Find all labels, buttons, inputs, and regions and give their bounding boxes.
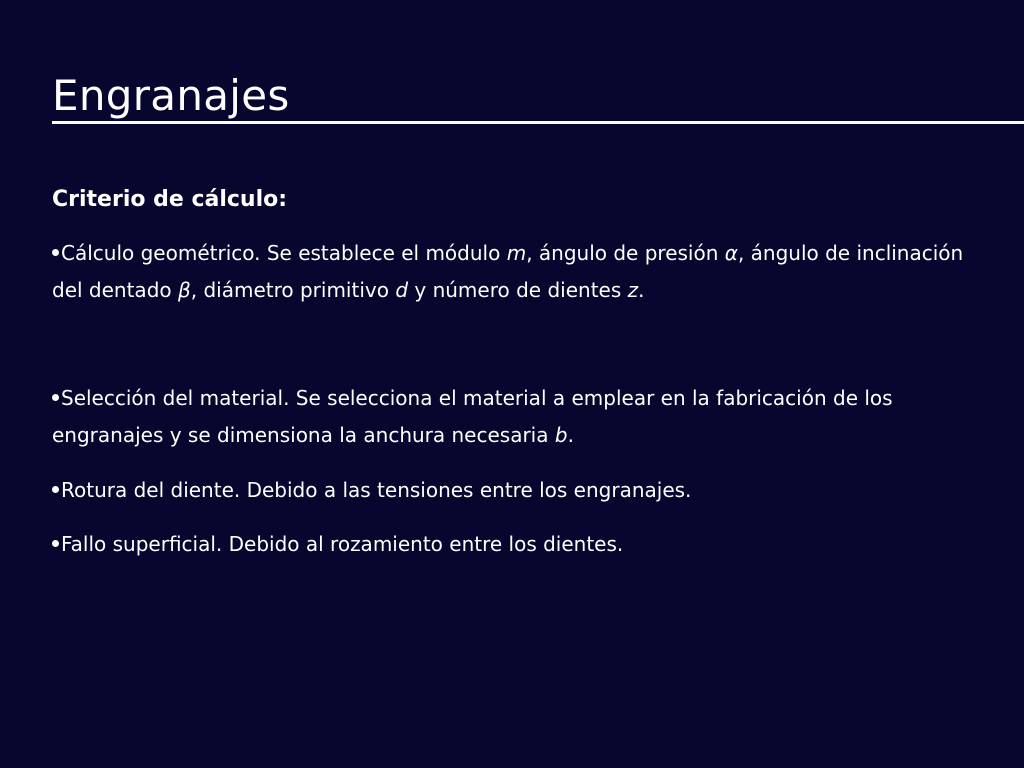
variable-m: m	[506, 241, 527, 265]
variable-z: z	[627, 278, 639, 302]
bullet-dot-icon	[52, 540, 59, 547]
slide-title: Engranajes	[52, 71, 290, 120]
bullet-dot-icon	[52, 486, 59, 493]
bullet-text: .	[638, 278, 645, 302]
bullet-text: Selección del material. Se selecciona el material a emplear en la fabricación de los engranajes y se dimensiona la anchura necesaria	[52, 386, 893, 447]
bullet-text: , ángulo de presión	[526, 241, 725, 265]
bullet-text: , diámetro primitivo	[190, 278, 396, 302]
bullet-text: .	[567, 423, 574, 447]
bullet-item-fallo-superficial	[52, 526, 982, 563]
bullet-dot-icon	[52, 394, 59, 401]
bullet-item-calculo-geometrico	[52, 235, 982, 309]
bullet-item-seleccion-material	[52, 380, 982, 454]
bullet-dot-icon	[52, 249, 59, 256]
variable-beta: β	[177, 278, 191, 302]
bullet-text: Rotura del diente. Debido a las tensiones entre los engranajes.	[61, 478, 692, 502]
bullet-text: Fallo superficial. Debido al rozamiento entre los dientes.	[61, 532, 624, 556]
bullet-text: , ángulo de inclinación del dentado	[52, 241, 964, 302]
section-heading: Criterio de cálculo:	[52, 187, 288, 212]
bullet-text: y número de dientes	[408, 278, 628, 302]
bullet-item-rotura-diente	[52, 472, 982, 509]
variable-b: b	[554, 423, 568, 447]
bullet-text: Cálculo geométrico. Se establece el módulo	[61, 241, 507, 265]
variable-d: d	[395, 278, 409, 302]
title-underline	[52, 121, 1024, 124]
variable-alpha: α	[724, 241, 738, 265]
